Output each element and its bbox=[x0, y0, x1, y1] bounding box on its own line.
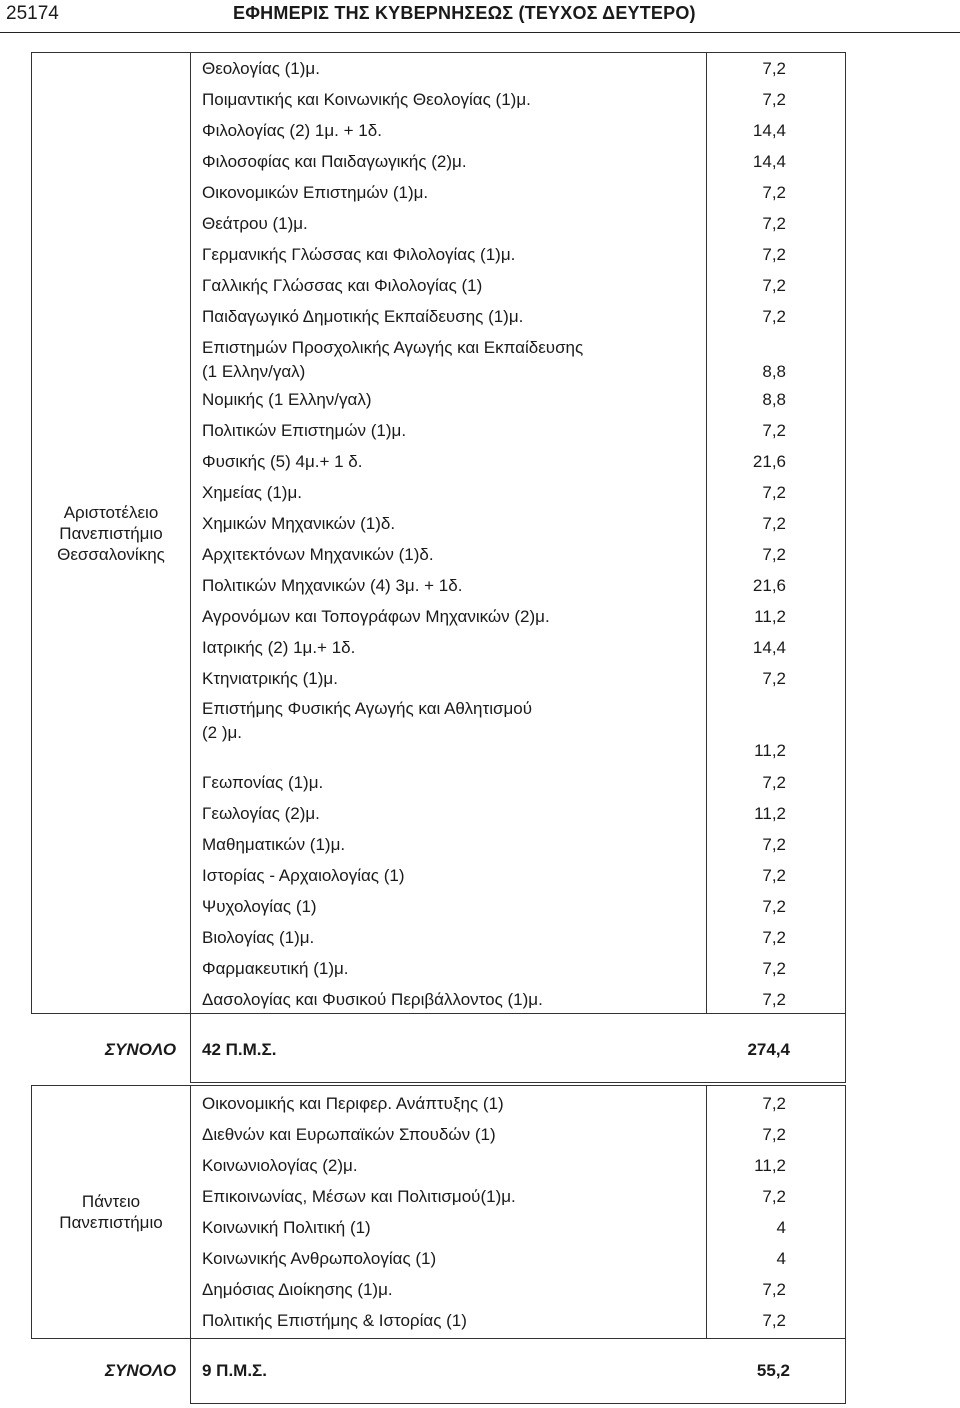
course-value: 14,4 bbox=[752, 638, 786, 657]
course-name: Οικονομικών Επιστημών (1)μ. bbox=[202, 183, 429, 202]
course-value: 7,2 bbox=[762, 1311, 786, 1330]
course-name: Μαθηματικών (1)μ. bbox=[202, 835, 346, 854]
course-value: 7,2 bbox=[762, 183, 786, 202]
course-value: 7,2 bbox=[762, 483, 786, 502]
course-name: Φιλολογίας (2) 1μ. + 1δ. bbox=[202, 121, 382, 140]
course-value: 11,2 bbox=[754, 607, 786, 626]
course-value: 7,2 bbox=[762, 773, 786, 792]
course-name: Κτηνιατρικής (1)μ. bbox=[202, 669, 338, 688]
course-value: 7,2 bbox=[762, 276, 786, 295]
course-name: Αρχιτεκτόνων Μηχανικών (1)δ. bbox=[202, 545, 434, 564]
panteion-total-row bbox=[190, 1338, 846, 1404]
university-name-line: Θεσσαλονίκης bbox=[57, 544, 165, 564]
total-value: 274,4 bbox=[747, 1040, 790, 1059]
course-name: Γερμανικής Γλώσσας και Φιλολογίας (1)μ. bbox=[202, 245, 516, 264]
course-value: 7,2 bbox=[762, 59, 786, 78]
course-name: Πολιτικών Επιστημών (1)μ. bbox=[202, 421, 407, 440]
course-name: Βιολογίας (1)μ. bbox=[202, 928, 315, 947]
total-value: 55,2 bbox=[756, 1361, 790, 1380]
course-value: 7,2 bbox=[762, 421, 786, 440]
course-name: Ποιμαντικής και Κοινωνικής Θεολογίας (1)μ. bbox=[202, 90, 531, 109]
course-value: 7,2 bbox=[762, 90, 786, 109]
course-value: 21,6 bbox=[752, 576, 786, 595]
course-name: Δημόσιας Διοίκησης (1)μ. bbox=[202, 1280, 393, 1299]
course-value: 7,2 bbox=[762, 245, 786, 264]
course-value: 11,2 bbox=[754, 804, 786, 823]
course-name: Ιστορίας - Αρχαιολογίας (1) bbox=[202, 866, 405, 885]
course-name: Νομικής (1 Ελλην/γαλ) bbox=[202, 390, 372, 409]
course-value: 7,2 bbox=[762, 1094, 786, 1113]
university-name-line: Πανεπιστήμιο bbox=[59, 523, 163, 543]
course-value: 7,2 bbox=[762, 990, 786, 1009]
course-name: Οικονομικής και Περιφερ. Ανάπτυξης (1) bbox=[202, 1094, 504, 1113]
gazette-title: ΕΦΗΜΕΡΙΣ ΤΗΣ ΚΥΒΕΡΝΗΣΕΩΣ (ΤΕΥΧΟΣ ΔΕΥΤΕΡΟ) bbox=[233, 3, 696, 23]
university-name-line: Πάντειο bbox=[81, 1192, 141, 1211]
course-value: 7,2 bbox=[762, 214, 786, 233]
course-name: Γεωπονίας (1)μ. bbox=[202, 773, 324, 792]
course-value: 14,4 bbox=[752, 152, 786, 171]
course-name: Φιλοσοφίας και Παιδαγωγικής (2)μ. bbox=[202, 152, 467, 171]
course-value: 7,2 bbox=[762, 1187, 786, 1206]
course-value: 8,8 bbox=[762, 390, 786, 409]
course-name: Κοινωνική Πολιτική (1) bbox=[202, 1218, 371, 1237]
course-value: 7,2 bbox=[762, 835, 786, 854]
course-value: 4 bbox=[776, 1218, 786, 1237]
course-value: 4 bbox=[776, 1249, 786, 1268]
course-name: Ψυχολογίας (1) bbox=[202, 897, 317, 916]
course-name: Γαλλικής Γλώσσας και Φιλολογίας (1) bbox=[202, 276, 483, 295]
course-name: Δασολογίας και Φυσικού Περιβάλλοντος (1)μ. bbox=[202, 990, 543, 1009]
course-name: Φαρμακευτική (1)μ. bbox=[202, 959, 349, 978]
course-value: 8,8 bbox=[762, 362, 786, 381]
course-name: Ιατρικής (2) 1μ.+ 1δ. bbox=[202, 638, 356, 657]
course-value: 11,2 bbox=[754, 1156, 786, 1175]
course-name: Αγρονόμων και Τοπογράφων Μηχανικών (2)μ. bbox=[202, 607, 550, 626]
course-name: Κοινωνικής Ανθρωπολογίας (1) bbox=[202, 1249, 437, 1268]
course-name: Γεωλογίας (2)μ. bbox=[202, 804, 320, 823]
course-value: 7,2 bbox=[762, 928, 786, 947]
course-name: Χημείας (1)μ. bbox=[202, 483, 302, 502]
course-value: 7,2 bbox=[762, 307, 786, 326]
course-name: Πολιτικής Επιστήμης & Ιστορίας (1) bbox=[202, 1311, 467, 1330]
panteion-university-cell bbox=[31, 1085, 191, 1339]
course-name: Φυσικής (5) 4μ.+ 1 δ. bbox=[202, 452, 363, 471]
course-name: Θεάτρου (1)μ. bbox=[202, 214, 308, 233]
page-header bbox=[0, 0, 960, 28]
course-name: Πολιτικών Μηχανικών (4) 3μ. + 1δ. bbox=[202, 576, 463, 595]
course-value: 7,2 bbox=[762, 669, 786, 688]
total-label: ΣΥΝΟΛΟ bbox=[105, 1040, 177, 1059]
course-name: Επιστημών Προσχολικής Αγωγής και Εκπαίδευσης bbox=[202, 338, 584, 357]
page-number: 25174 bbox=[6, 3, 59, 24]
course-value: 7,2 bbox=[762, 1280, 786, 1299]
course-name: Διεθνών και Ευρωπαϊκών Σπουδών (1) bbox=[202, 1125, 496, 1144]
total-label: ΣΥΝΟΛΟ bbox=[105, 1361, 177, 1380]
course-value: 7,2 bbox=[762, 545, 786, 564]
course-name: (1 Ελλην/γαλ) bbox=[202, 362, 306, 381]
course-name: (2 )μ. bbox=[202, 723, 243, 742]
auth-university-cell bbox=[31, 52, 191, 1014]
course-value: 7,2 bbox=[762, 1125, 786, 1144]
total-program-count: 9 Π.Μ.Σ. bbox=[202, 1361, 267, 1380]
university-name-line: Πανεπιστήμιο bbox=[59, 1213, 163, 1232]
course-name: Χημικών Μηχανικών (1)δ. bbox=[202, 514, 396, 533]
course-name: Κοινωνιολογίας (2)μ. bbox=[202, 1156, 358, 1175]
total-program-count: 42 Π.Μ.Σ. bbox=[202, 1040, 277, 1059]
course-value: 14,4 bbox=[752, 121, 786, 140]
course-value: 21,6 bbox=[752, 452, 786, 471]
course-value: 11,2 bbox=[754, 741, 786, 760]
course-name: Επιστήμης Φυσικής Αγωγής και Αθλητισμού bbox=[202, 699, 533, 718]
course-name: Θεολογίας (1)μ. bbox=[202, 59, 320, 78]
course-name: Παιδαγωγικό Δημοτικής Εκπαίδευσης (1)μ. bbox=[202, 307, 524, 326]
university-name-line: Αριστοτέλειο bbox=[63, 502, 159, 522]
course-value: 7,2 bbox=[762, 866, 786, 885]
course-name: Επικοινωνίας, Μέσων και Πολιτισμού(1)μ. bbox=[202, 1187, 516, 1206]
course-value: 7,2 bbox=[762, 959, 786, 978]
course-value: 7,2 bbox=[762, 514, 786, 533]
header-rule bbox=[0, 32, 960, 33]
course-value: 7,2 bbox=[762, 897, 786, 916]
